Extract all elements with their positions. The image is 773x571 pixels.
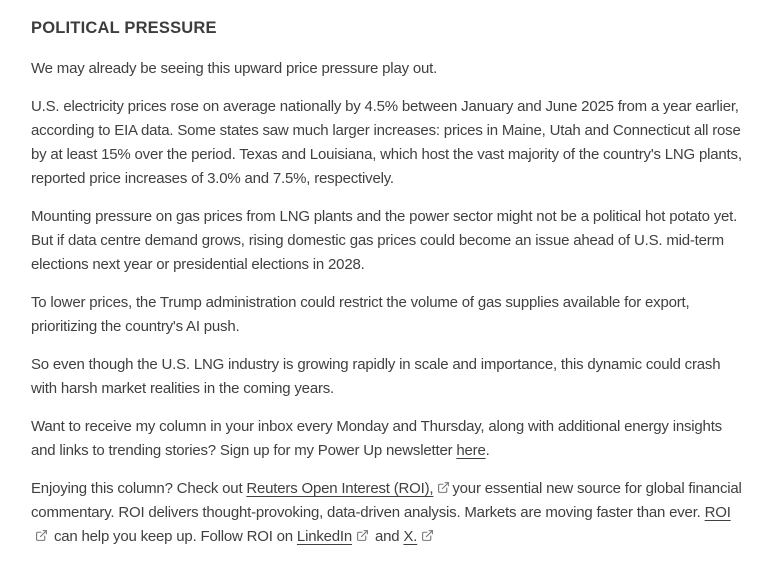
paragraph-text: Want to receive my column in your inbox every Monday and Thursday, along with additional energy insights and links to trending stories? Sign up for my Power Up newsletter: [31, 418, 722, 459]
paragraph-trump-administration: [31, 291, 745, 339]
roi-link[interactable]: ROI: [704, 504, 731, 521]
paragraph-market-realities: [31, 353, 745, 401]
paragraph-text: We may already be seeing this upward price pressure play out.: [31, 60, 438, 77]
section-heading: POLITICAL PRESSURE: [31, 19, 217, 37]
paragraph-text: and: [375, 528, 404, 545]
paragraph-text: your essential new source for global financial commentary. ROI delivers thought-provoking, data-driven analysis. Markets are moving faster than ever.: [31, 480, 742, 521]
linkedin-link[interactable]: LinkedIn: [296, 528, 353, 545]
paragraph-newsletter-signup: [31, 415, 745, 463]
paragraph-text: To lower prices, the Trump administration could restrict the volume of gas supplies available for export, prioritizing the country's AI push.: [31, 294, 690, 335]
newsletter-here-link[interactable]: here: [456, 442, 486, 459]
paragraph-electricity-prices: [31, 95, 745, 191]
paragraph-text: Enjoying this column? Check out: [31, 480, 247, 497]
external-link-icon[interactable]: [356, 529, 369, 542]
paragraph-text: can help you keep up. Follow ROI on: [53, 528, 297, 545]
paragraph-roi-promo: [31, 477, 745, 549]
paragraph-text: U.S. electricity prices rose on average nationally by 4.5% between January and June 2025 from a year earlier, according to EIA data. Some states saw much larger increases: prices in Maine, Utah and Connecticut all rose by at least 15% over the period. Texas and Louisiana, which host the vast majority of the country's LNG plants, reported price increases of 3.0% and 7.5%, respectively.: [31, 98, 742, 187]
reuters-open-interest-link[interactable]: Reuters Open Interest (ROI),: [246, 480, 434, 497]
paragraph-political-pressure: [31, 205, 745, 277]
external-link-icon[interactable]: [421, 529, 434, 542]
external-link-icon[interactable]: [35, 529, 48, 542]
external-link-icon[interactable]: [437, 481, 450, 494]
paragraph-text: So even though the U.S. LNG industry is growing rapidly in scale and importance, this dynamic could crash with harsh market realities in the coming years.: [31, 356, 721, 397]
paragraph-text: .: [485, 442, 490, 459]
paragraph-intro: [31, 57, 745, 81]
x-link[interactable]: X.: [403, 528, 418, 545]
paragraph-text: Mounting pressure on gas prices from LNG plants and the power sector might not be a political hot potato yet. But if data centre demand grows, rising domestic gas prices could become an issue ahead of U.S. mid-term elections next year or presidential elections in 2028.: [31, 208, 738, 273]
